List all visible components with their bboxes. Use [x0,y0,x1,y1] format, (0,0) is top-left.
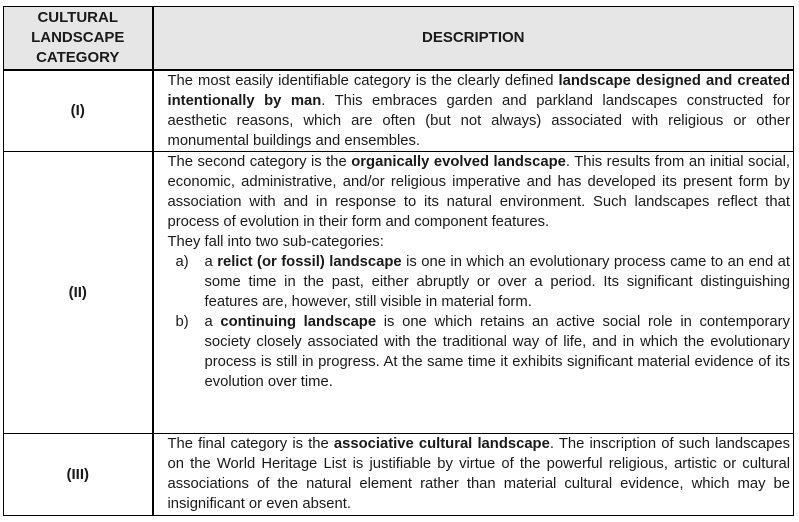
table-row [4,434,794,516]
subcategory-item [168,252,791,312]
description-text: The second category is the [167,154,352,170]
category-column-header [4,7,153,70]
description-text: The final category is the [167,436,334,452]
subcategory-marker: a) [175,254,189,270]
description-paragraph [168,434,791,514]
category-cell: (I) [4,70,153,152]
description-paragraph [168,71,791,151]
description-text: is one in which an evolutionary process came to an end at some time in the past, either abruptly or over a period. Its significant distinguishing features are, however, still visible in material form. [204,254,791,310]
description-text: . The inscription of such landscapes on the World Heritage List is justifiable by virtue of the powerful religious, artistic or cultural associations of the natural element rather than material cultural evidence, which may be insignificant or even absent. [167,436,790,512]
table-row [4,70,794,152]
subcategory-text [205,312,791,392]
description-paragraph [168,152,791,232]
landscape-category-table [3,6,794,516]
description-bold-term: organically evolved landscape [351,154,566,170]
subcategory-text [205,252,791,312]
description-text: is one which retains an active social role in contemporary society closely associated with the traditional way of life, and in which the evolutionary process is still in progress. At the same time it exhibits significant material evidence of its evolution over time. [204,314,790,390]
subcategory-item [168,312,791,392]
table-header-row [4,7,794,70]
description-column-header: DESCRIPTION [153,7,794,70]
description-cell [153,70,794,152]
description-text: . This results from an initial social, economic, administrative, and/or religious imperative and has developed its present form by association with and in response to its natural environment. Such landscapes reflect that process of evolution in their form and component features. [167,154,790,230]
description-bold-term: relict (or fossil) landscape [217,254,402,270]
category-header-label: CULTURAL LANDSCAPE CATEGORY [31,8,125,66]
description-text: The most easily identifiable category is the clearly defined [167,72,559,89]
subcategory-marker: b) [175,314,189,330]
description-cell [153,434,794,516]
description-text: . This embraces garden and parkland landscapes constructed for aesthetic reasons, which are often (but not always) associated with religious or other monumental buildings and ensembles. [167,92,791,149]
subcategory-intro: They fall into two sub-categories: [167,234,384,250]
description-text: a [204,314,221,330]
description-bold-term: associative cultural landscape [333,436,550,452]
category-cell: (III) [4,434,153,516]
description-cell [153,152,794,434]
category-cell: (II) [4,152,153,434]
description-text: a [204,254,218,270]
table-row [4,152,794,434]
description-bold-term: landscape designed and created intentionally by man [167,72,790,109]
description-bold-term: continuing landscape [220,314,377,330]
